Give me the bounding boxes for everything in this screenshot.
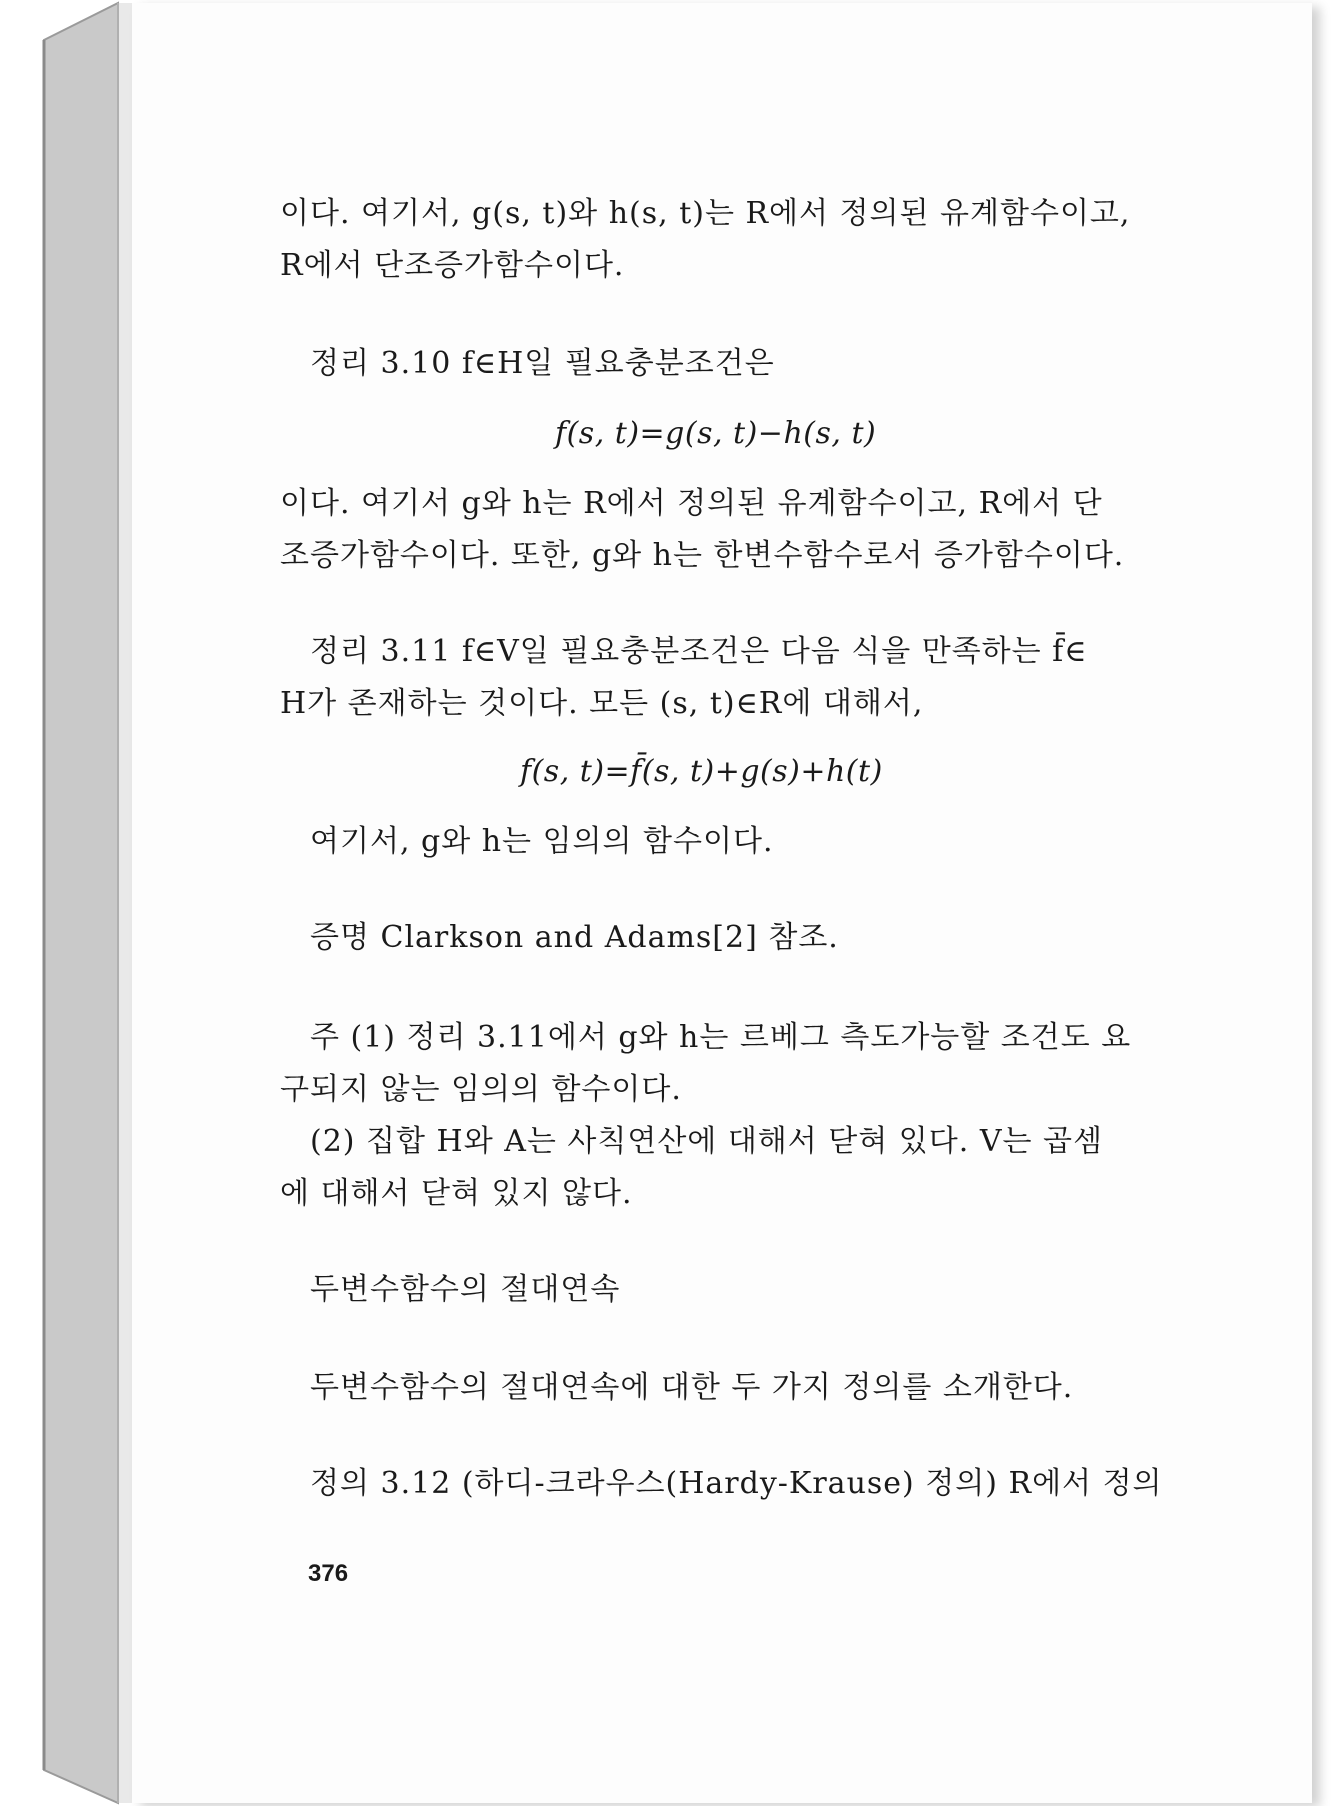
note-line-1: 주 (1) 정리 3.11에서 g와 h는 르베그 측도가능할 조건도 요 [310,1020,1132,1055]
text-line-2: R에서 단조증가함수이다. [280,248,625,283]
text-line-6: 조증가함수이다. 또한, g와 h는 한변수함수로서 증가함수이다. [280,538,1125,573]
definition-3-12-heading: 정의 3.12 (하디-크라우스(Hardy-Krause) 정의) R에서 정의 [310,1466,1163,1501]
text-line-10: 여기서, g와 h는 임의의 함수이다. [310,824,774,859]
theorem-3-11-heading: 정리 3.11 f∈V일 필요충분조건은 다음 식을 만족하는 f̄∈ [310,634,1088,669]
proof-line: 증명 Clarkson and Adams[2] 참조. [310,920,839,955]
note-line-3: (2) 집합 H와 A는 사칙연산에 대해서 닫혀 있다. V는 곱셈 [310,1124,1103,1159]
text-line-8: H가 존재하는 것이다. 모든 (s, t)∈R에 대해서, [280,686,924,721]
text-line-5: 이다. 여기서 g와 h는 R에서 정의된 유계함수이고, R에서 단 [280,486,1103,521]
note-line-4: 에 대해서 닫혀 있지 않다. [280,1176,633,1211]
text-line-17: 두변수함수의 절대연속에 대한 두 가지 정의를 소개한다. [310,1370,1074,1405]
equation-3-11: f(s, t)=f̄(s, t)+g(s)+h(t) [520,754,883,789]
page-number: 376 [308,1560,349,1587]
note-line-2: 구되지 않는 임의의 함수이다. [280,1072,682,1107]
section-heading: 두변수함수의 절대연속 [310,1272,621,1307]
theorem-3-10-heading: 정리 3.10 f∈H일 필요충분조건은 [310,346,775,381]
text-line-1: 이다. 여기서, g(s, t)와 h(s, t)는 R에서 정의된 유계함수이고, [280,196,1131,231]
equation-3-10: f(s, t)=g(s, t)−h(s, t) [555,416,877,451]
